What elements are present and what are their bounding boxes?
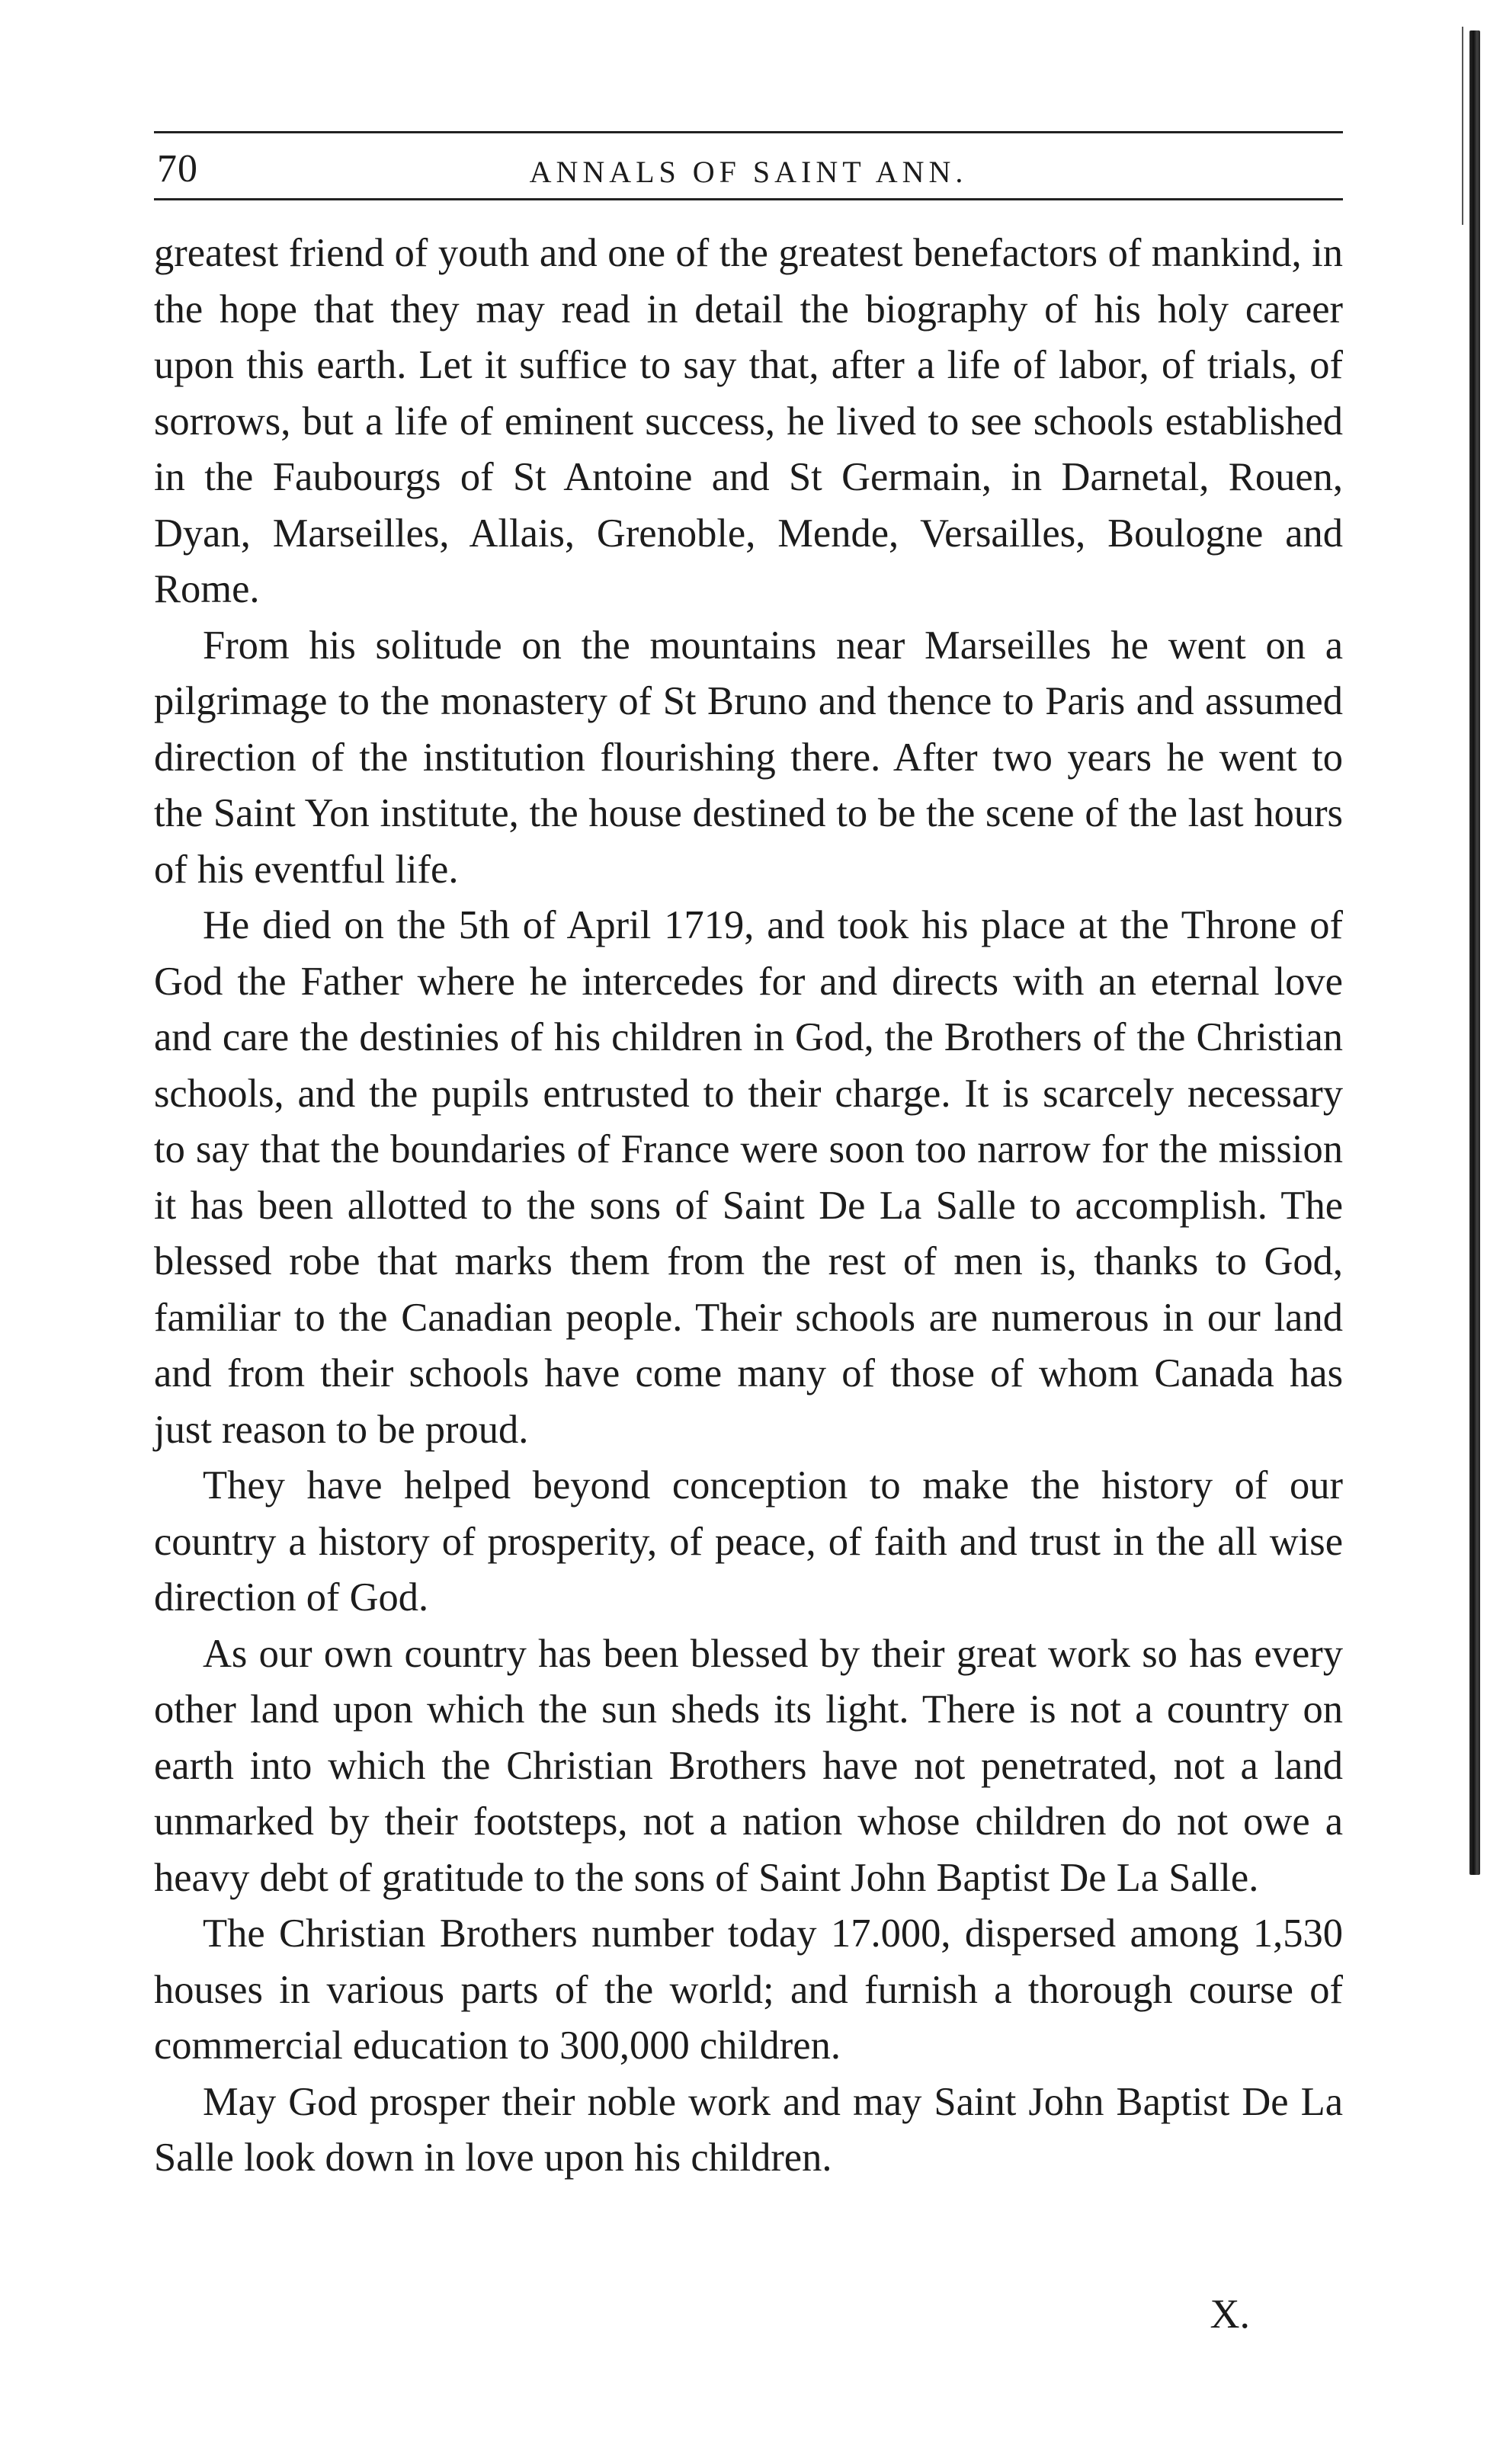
page-edge-shadow — [1469, 30, 1480, 1875]
paragraph: They have helped beyond conception to make the history of our country a history of prosperity, of peace, of faith and trust in the all wise direction of God. — [154, 1463, 1343, 1620]
paragraph: greatest friend of youth and one of the greatest benefactors of mankind, in the hope that they may read in detail the biography of his holy career upon this earth. Let it suffice to say that, after a life of labor, of trials, of sorrows, but a life of eminent success, he lived to see schools established in the Faubourgs of St Antoine and St Germain, in Darnetal, Rouen, Dyan, Marseilles, Allais, Grenoble, Mende, Versailles, Boulogne and Rome. — [154, 231, 1343, 611]
paragraph: He died on the 5th of April 1719, and took his place at the Throne of God the Father where he intercedes for and directs with an eternal love and care the destinies of his children in God, the Brothers of the Christian schools, and the pupils entrusted to their charge. It is scarcely necessary to say that the boundaries of France were soon too narrow for the mission it has been allotted to the sons of Saint De La Salle to accomplish. The blessed robe that marks them from the rest of men is, thanks to God, familiar to the Canadian people. Their schools are numerous in our land and from their schools have come many of those of whom Canada has just reason to be proud. — [154, 903, 1343, 1452]
header-rule-top — [154, 131, 1343, 133]
paragraph: As our own country has been blessed by their great work so has every other land upon which the sun sheds its light. There is not a country on earth into which the Christian Brothers have not penetrated, not a land unmarked by their footsteps, not a nation whose children do not owe a heavy debt of gratitude to the sons of Saint John Baptist De La Salle. — [154, 1631, 1343, 1900]
page-edge-line — [1462, 27, 1463, 225]
paragraph: May God prosper their noble work and may Saint John Baptist De La Salle look down in love upon his children. — [154, 2079, 1343, 2180]
paragraph: The Christian Brothers number today 17.000, dispersed among 1,530 houses in various parts of the world; and furnish a thorough course of commercial education to 300,000 children. — [154, 1911, 1343, 2068]
body-text — [154, 226, 1343, 2187]
running-head: ANNALS OF SAINT ANN. — [529, 155, 968, 189]
header-rule-bottom — [154, 198, 1343, 200]
page-header — [154, 145, 1343, 206]
page-number: 70 — [157, 147, 198, 191]
paragraph: From his solitude on the mountains near Marseilles he went on a pilgrimage to the monastery of St Bruno and thence to Paris and assumed direction of the institution flourishing there. After two years he went to the Saint Yon institute, the house destined to be the scene of the last hours of his eventful life. — [154, 623, 1343, 892]
signature: X. — [1210, 2291, 1250, 2337]
